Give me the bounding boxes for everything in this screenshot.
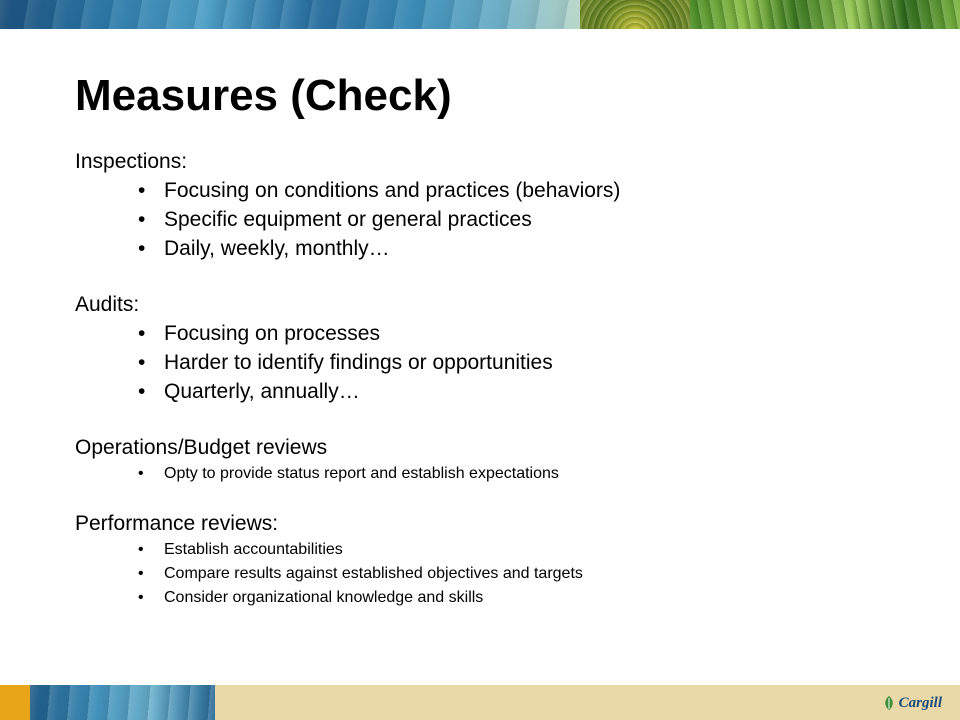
- footer-bar: [0, 685, 960, 720]
- bullet-text: Opty to provide status report and establish expectations: [164, 465, 559, 482]
- bullet-text: Quarterly, annually…: [164, 380, 360, 403]
- bullet-icon: •: [138, 380, 146, 403]
- bullet-list: [75, 176, 935, 263]
- bullet-item: [75, 538, 935, 562]
- sunflower-photo-strip: [580, 0, 690, 29]
- bullet-icon: •: [138, 179, 146, 202]
- slide-title: Measures (Check): [75, 71, 452, 120]
- section-audits: [75, 291, 935, 406]
- section-inspections: [75, 148, 935, 263]
- bullet-text: Establish accountabilities: [164, 541, 343, 558]
- section-performance-reviews: [75, 510, 935, 610]
- cargill-leaf-icon: [882, 695, 896, 711]
- bullet-item: [75, 205, 935, 234]
- header-banner-image: [0, 0, 960, 29]
- bullet-item: [75, 348, 935, 377]
- section-heading: Performance reviews:: [75, 512, 279, 535]
- water-photo-strip: [0, 0, 580, 29]
- section-heading: Inspections:: [75, 150, 188, 173]
- bullet-item: [75, 462, 935, 486]
- bullet-icon: •: [138, 565, 144, 582]
- spacer: [75, 263, 935, 291]
- bullet-icon: •: [138, 541, 144, 558]
- bullet-list: [75, 319, 935, 406]
- bullet-item: [75, 234, 935, 263]
- bullet-text: Consider organizational knowledge and skills: [164, 589, 484, 606]
- bullet-item: [75, 319, 935, 348]
- bullet-item: [75, 377, 935, 406]
- bullet-text: Daily, weekly, monthly…: [164, 237, 390, 260]
- bullet-text: Harder to identify findings or opportunities: [164, 351, 553, 374]
- footer-accent-block: [0, 685, 30, 720]
- bullet-icon: •: [138, 465, 144, 482]
- spacer: [75, 486, 935, 510]
- spacer: [75, 406, 935, 434]
- bullet-item: [75, 176, 935, 205]
- bullet-text: Focusing on processes: [164, 322, 380, 345]
- bullet-list: [75, 538, 935, 610]
- section-heading: Audits:: [75, 293, 140, 316]
- bullet-icon: •: [138, 208, 146, 231]
- bullet-item: [75, 562, 935, 586]
- grass-photo-strip: [690, 0, 960, 29]
- bullet-icon: •: [138, 589, 144, 606]
- slide-body: [75, 148, 935, 610]
- bullet-list: [75, 462, 935, 486]
- section-heading: Operations/Budget reviews: [75, 436, 328, 459]
- bullet-item: [75, 586, 935, 610]
- bullet-icon: •: [138, 237, 146, 260]
- bullet-icon: •: [138, 322, 146, 345]
- bullet-text: Specific equipment or general practices: [164, 208, 532, 231]
- bullet-text: Compare results against established objectives and targets: [164, 565, 583, 582]
- bullet-icon: •: [138, 351, 146, 374]
- footer-water-photo-strip: [30, 685, 215, 720]
- section-operations-budget-reviews: [75, 434, 935, 486]
- cargill-logo: [882, 692, 942, 714]
- bullet-text: Focusing on conditions and practices (behaviors): [164, 179, 621, 202]
- logo-text: Cargill: [898, 694, 942, 711]
